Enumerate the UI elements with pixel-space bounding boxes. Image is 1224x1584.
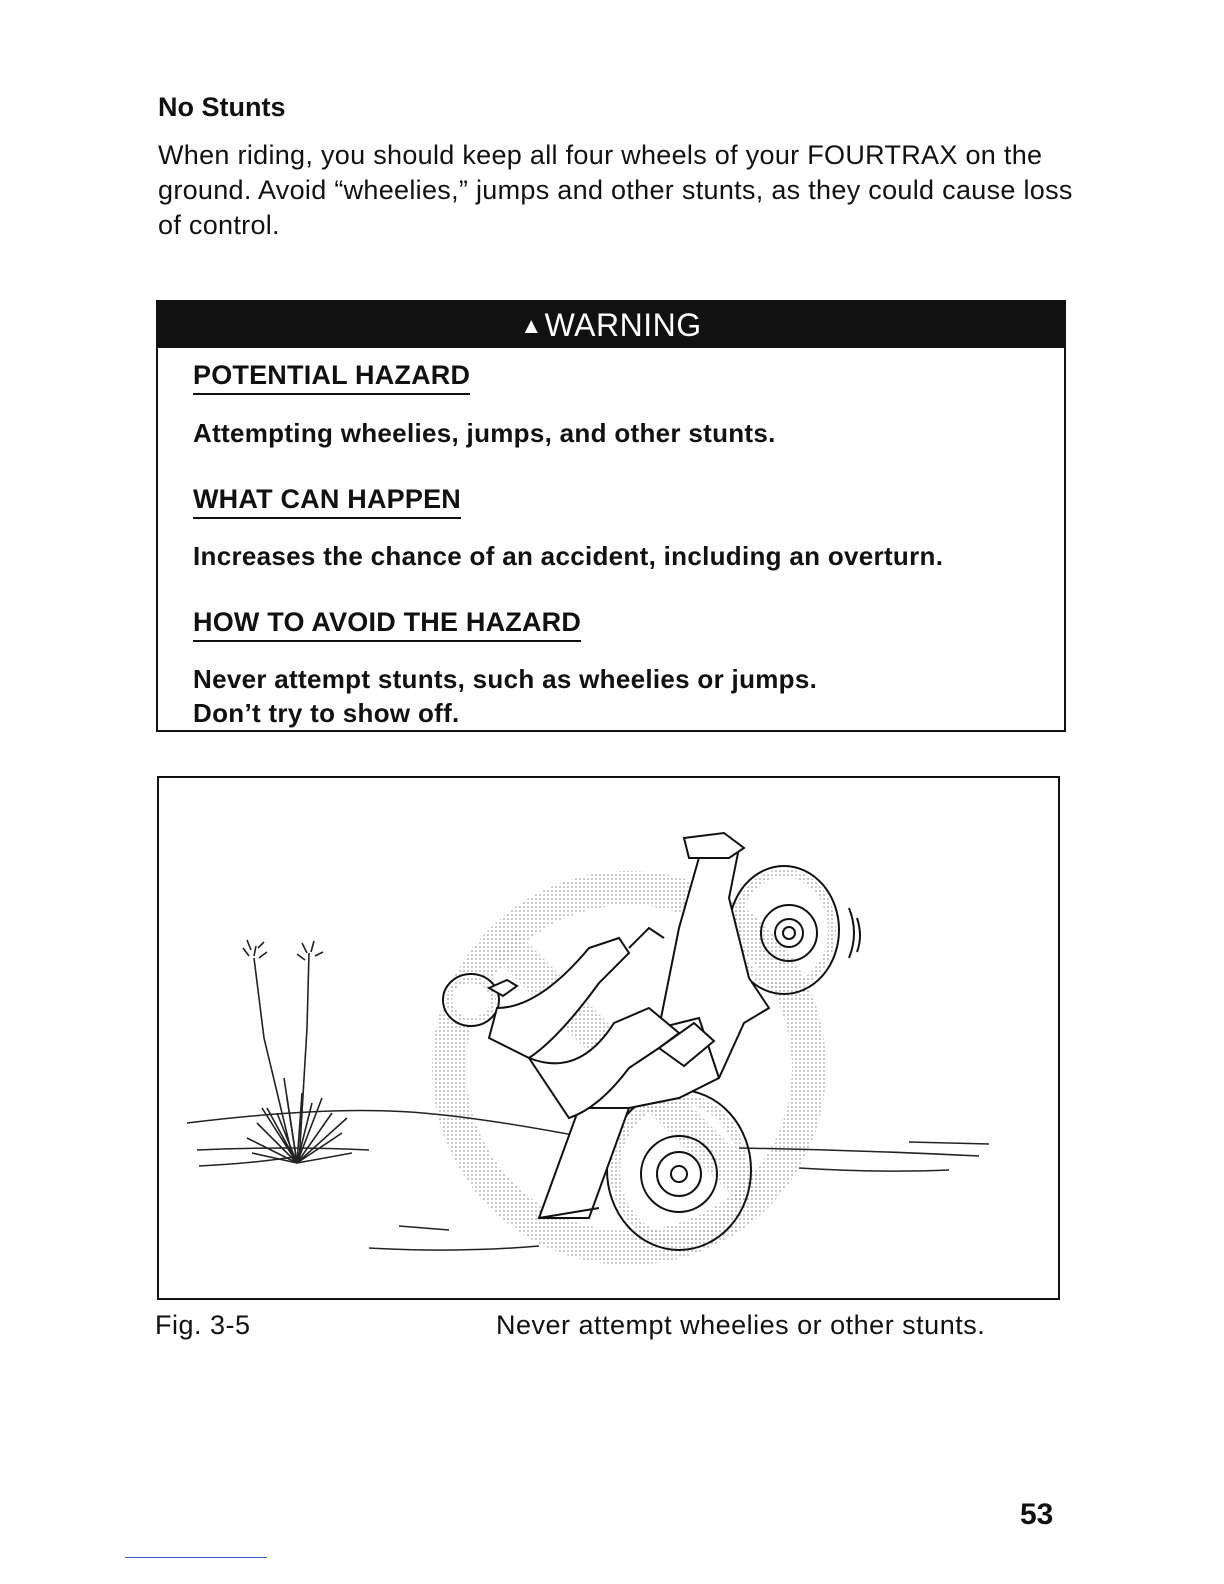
what-can-happen-text: Increases the chance of an accident, including an overturn.	[193, 541, 944, 571]
warning-triangle-icon: ▲	[520, 313, 543, 338]
page-number: 53	[1020, 1498, 1054, 1531]
how-to-avoid-line-1: Never attempt stunts, such as wheelies or jumps.	[193, 664, 818, 694]
section-heading: No Stunts	[158, 92, 286, 122]
figure-caption: Never attempt wheelies or other stunts.	[496, 1310, 986, 1340]
potential-hazard-text: Attempting wheelies, jumps, and other stunts.	[193, 418, 776, 448]
section-paragraph: When riding, you should keep all four wheels of your FOURTRAX on the ground. Avoid “wheelies,” jumps and other stunts, as they could cause loss of control.	[158, 140, 1073, 240]
footer-rule	[125, 1557, 267, 1558]
how-to-avoid-line-2: Don’t try to show off.	[193, 698, 460, 728]
potential-hazard-heading: POTENTIAL HAZARD	[193, 360, 470, 395]
warning-title: WARNING	[544, 307, 702, 343]
warning-box	[156, 300, 1066, 732]
figure-label: Fig. 3-5	[155, 1310, 251, 1340]
figure-illustration	[157, 776, 1060, 1300]
wheelie-illustration	[159, 778, 1058, 1298]
what-can-happen-heading: WHAT CAN HAPPEN	[193, 484, 461, 519]
warning-title-bar	[158, 302, 1064, 348]
how-to-avoid-heading: HOW TO AVOID THE HAZARD	[193, 607, 581, 642]
desert-plant-icon	[243, 940, 352, 1163]
